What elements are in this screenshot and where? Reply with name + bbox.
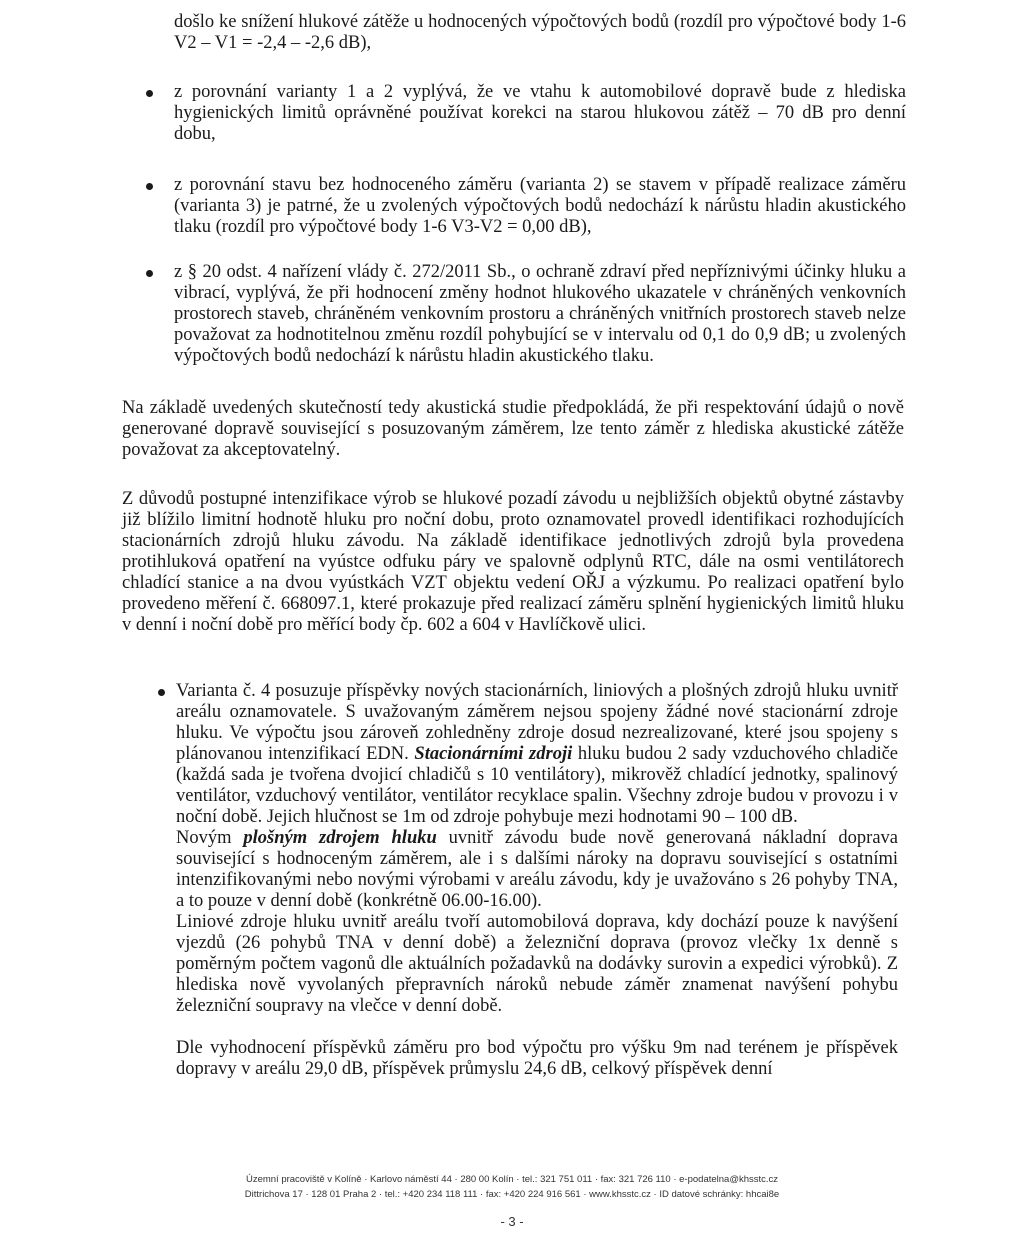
bullet-icon xyxy=(146,270,153,277)
page-number: - 3 - xyxy=(500,1214,524,1229)
footer xyxy=(0,1172,1024,1202)
intro-text xyxy=(174,12,906,54)
bullet-icon xyxy=(146,90,153,97)
conclusion-paragraph xyxy=(122,398,904,461)
bullet-text: z porovnání stavu bez hodnoceného záměru (varianta 2) se stavem v případě realizace záměru (varianta 3) je patrné, že u zvolených výpočtových bodů nedochází k nárůstu hladin akustického tlaku (rozdíl pro výpočtové body 1-6 V3-V2 = 0,00 dB), xyxy=(174,175,906,237)
paragraph-text: Na základě uvedených skutečností tedy akustická studie předpokládá, že při respektování údajů o nově generované dopravě související s posuzovaným záměrem, lze tento záměr z hlediska akustické zátěže považovat za akceptovatelný. xyxy=(122,398,904,460)
variant4-emphasis: plošným zdrojem hluku xyxy=(243,828,437,848)
bullet-text: z § 20 odst. 4 nařízení vlády č. 272/2011 Sb., o ochraně zdraví před nepříznivými účinky hluku a vibrací, vyplývá, že při hodnocení změny hodnot hlukového ukazatele v chráněných venkovních prostorech staveb, chráněném venkovním prostoru a chráněných vnitřních prostorech staveb nelze považovat za hodnotitelnou změnu rozdíl pohybující se v intervalu od 0,1 do 0,9 dB; u zvolených výpočtových bodů nedochází k nárůstu hladin akustického tlaku. xyxy=(174,262,906,366)
bullet-icon xyxy=(146,183,153,190)
noise-measures-paragraph xyxy=(122,489,904,636)
bullet-item-2 xyxy=(174,175,906,238)
variant4-paragraph-2 xyxy=(176,828,898,912)
variant4-paragraph-3: Liniové zdroje hluku uvnitř areálu tvoří automobilová doprava, kdy dochází pouze k navýšení vjezdů (26 pohybů TNA v denní době) a železniční doprava (provoz vlečky 1x denně s poměrným počtem vagonů dle aktuálních požadavků na dodávky surovin a expedici výrobků). Z hlediska nově vyvolaných přepravních nároků nebude záměr znamenat navýšení pohybu železniční soupravy na vlečce v denní době. xyxy=(176,912,898,1016)
paragraph-text: Z důvodů postupné intenzifikace výrob se hlukové pozadí závodu u nejbližších objektů obytné zástavby již blížilo limitní hodnotě hluku pro noční dobu, proto oznamovatel provedl identifikaci rozhodujících stacionárních zdrojů hluku závodu. Na základě identifikace jednotlivých zdrojů byla provedena protihluková opatření na vyústce odfuku páry ve spalovně odplynů RTC, dále na osmi ventilátorech chladící stanice a na dvou vyústkách VZT objektu vedení OŘJ a výzkumu. Po realizaci opatření bylo provedeno měření č. 668097.1, které prokazuje před realizací záměru splnění hygienických limitů hluku v denní i noční době pro měřící body čp. 602 a 604 v Havlíčkově ulici. xyxy=(122,489,904,635)
variant4-paragraph-4: Dle vyhodnocení příspěvků záměru pro bod výpočtu pro výšku 9m nad terénem je příspěvek dopravy v areálu 29,0 dB, příspěvek průmyslu 24,6 dB, celkový příspěvek denní xyxy=(176,1038,898,1079)
footer-line-1: Územní pracoviště v Kolíně · Karlovo náměstí 44 · 280 00 Kolín · tel.: 321 751 011 · fax: 321 726 110 · e-podatelna@khsstc.cz xyxy=(245,1174,779,1185)
intro-line: došlo ke snížení hlukové zátěže u hodnocených výpočtových bodů (rozdíl pro výpočtové body 1-6 V2 – V1 = -2,4 – -2,6 dB), xyxy=(174,12,906,53)
variant4-text: Varianta č. 4 posuzuje příspěvky nových stacionárních, liniových a plošných zdrojů hluku uvnitř areálu oznamovatele. S uvažovaným záměrem nejsou spojeny žádné nové stacionární zdroje hluku. Ve výpočtu jsou zároveň zohledněny zdroje dosud nezrealizované, které jsou spojeny s plánovanou intenzifikací EDN. xyxy=(176,681,898,764)
variant4-block xyxy=(176,681,898,1080)
variant4-emphasis: Stacionárními zdroji xyxy=(414,744,573,764)
variant4-text: hluku budou 2 sady vzduchového chladiče (každá sada je tvořena dvojicí chladičů s 10 ventilátory), mikrověž chladící jednotky, spalinový ventilátor, vzduchový ventilátor, ventilátor recyklace spalin. Všechny zdroje budou v provozu i v noční době. Jejich hlučnost se 1m od zdroje pohybuje mezi hodnotami 90 – 100 dB. xyxy=(176,744,899,827)
variant4-paragraph-1 xyxy=(176,681,898,828)
footer-line-2: Dittrichova 17 · 128 01 Praha 2 · tel.: +420 234 118 111 · fax: +420 224 916 561 · www.khsstc.cz · ID datové schránky: hhcai8e xyxy=(244,1189,780,1200)
bullet-icon xyxy=(158,689,165,696)
bullet-item-1 xyxy=(174,82,906,145)
variant4-text: uvnitř závodu bude nově generovaná nákladní doprava související s hodnoceným záměrem, ale i s dalšími nároky na dopravu související s ostatními intenzifikovanými nebo novými výrobami v areálu závodu, kdy je uvažováno s 26 pohyby TNA, a to pouze v denní době (konkrétně 06.00-16.00). xyxy=(176,828,899,911)
variant4-text: Novým xyxy=(176,828,244,848)
bullet-item-3 xyxy=(174,262,906,367)
bullet-text: z porovnání varianty 1 a 2 vyplývá, že ve vtahu k automobilové dopravě bude z hlediska hygienických limitů oprávněné používat korekci na starou hlukovou zátěž – 70 dB pro denní dobu, xyxy=(174,82,906,144)
